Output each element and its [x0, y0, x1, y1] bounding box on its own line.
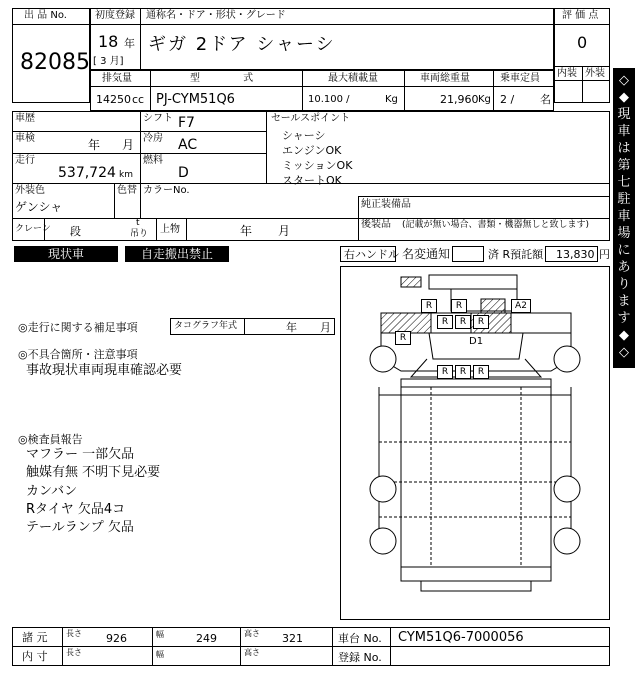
- upper-label: 上物: [160, 224, 180, 235]
- crane-dan: 段: [70, 225, 81, 238]
- damage-mark: R: [395, 331, 411, 345]
- first-reg-month: [ 3 月]: [93, 56, 124, 67]
- name-change: 名変通知: [402, 247, 451, 261]
- inspector-item: 触媒有無 不明下見必要: [26, 465, 161, 480]
- ac-value: AC: [178, 137, 198, 153]
- capacity-unit: 名: [540, 93, 551, 106]
- upper-month-unit: 月: [278, 224, 291, 238]
- score-value: 0: [577, 33, 588, 52]
- damage-mark: R: [455, 365, 471, 379]
- gross-weight-label: 車両総重量: [420, 73, 470, 84]
- recycle-unit: 円: [599, 248, 610, 261]
- shift-label: シフト: [143, 113, 173, 124]
- shaken-year-unit: 年: [88, 138, 101, 152]
- recycle-label: 済 R預託額: [488, 248, 544, 261]
- retrofit-note: (記載が無い場合、書類・機器無しと致します): [402, 220, 590, 230]
- sales-points-label: セールスポイント: [271, 113, 351, 124]
- self-drive-prohibited-badge: 自走搬出禁止: [125, 246, 229, 262]
- inner-width-label: 幅: [156, 650, 164, 659]
- inner-label: 内 寸: [22, 650, 48, 663]
- location-notice-sidebar: ◇ ◆ 現 車 は 第 七 駐 車 場 に あ り ま す ◆ ◇: [613, 68, 635, 368]
- exterior-label: 外装: [585, 68, 605, 79]
- width-label: 幅: [156, 630, 164, 639]
- damage-mark: R: [437, 315, 453, 329]
- dims-label: 諸 元: [22, 631, 48, 644]
- sales-point-item: ミッションOK: [282, 159, 353, 172]
- damage-mark: R: [455, 315, 471, 329]
- damage-mark: D1: [469, 336, 484, 347]
- model-code-value: PJ-CYM51Q6: [156, 92, 235, 107]
- crane-label: クレーン: [15, 224, 51, 234]
- first-reg-year: 18: [98, 32, 119, 51]
- color-code-label: 色替: [117, 185, 137, 196]
- displacement-label: 排気量: [102, 73, 132, 84]
- genuine-label: 純正装備品: [361, 199, 411, 210]
- fuel-value: D: [178, 165, 189, 181]
- damage-mark: A2: [511, 299, 531, 313]
- gross-weight-unit: Kg: [478, 94, 491, 105]
- max-load-unit: Kg: [385, 94, 398, 105]
- supplement-label: ◎走行に関する補足事項: [18, 321, 138, 334]
- interior-label: 内装: [557, 68, 577, 79]
- max-load-label: 最大積載量: [328, 73, 378, 84]
- chassis-no: CYM51Q6-7000056: [398, 630, 524, 645]
- ext-color-label: 外装色: [15, 185, 45, 196]
- inspector-item: テールランプ 欠品: [26, 520, 134, 535]
- shaken-label: 車検: [15, 133, 35, 144]
- retrofit-label: 後装品: [361, 219, 391, 230]
- displacement-value: 14250: [96, 93, 131, 106]
- inspector-item: Rタイヤ 欠品4コ: [26, 502, 126, 517]
- upper-year-unit: 年: [240, 224, 253, 238]
- defects-text: 事故現状車両現車確認必要: [26, 363, 183, 378]
- length-value: 926: [106, 632, 127, 645]
- gross-weight-value: 21,960: [440, 93, 479, 106]
- crane-t: t: [136, 218, 140, 228]
- width-value: 249: [196, 632, 217, 645]
- tachograph-label: タコグラフ年式: [174, 321, 238, 331]
- reg-label: 登録 No.: [338, 651, 382, 664]
- damage-mark: R: [421, 299, 437, 313]
- first-reg-label: 初度登録: [95, 10, 135, 21]
- mileage-label: 走行: [15, 155, 35, 166]
- model-title-label: 通称名・ドア・形状・グレード: [146, 10, 286, 21]
- inner-height-label: 高さ: [244, 648, 260, 657]
- mileage-unit: km: [119, 170, 133, 180]
- right-handle: 右ハンドル: [344, 248, 399, 261]
- height-value: 321: [282, 632, 303, 645]
- score-label: 評 価 点: [562, 10, 599, 21]
- fuel-label: 燃料: [143, 155, 163, 166]
- capacity-value: 2 /: [500, 93, 515, 106]
- first-reg-year-unit: 年: [124, 37, 135, 50]
- length-label: 長さ: [66, 629, 82, 638]
- inspector-item: マフラー 一部欠品: [26, 447, 135, 462]
- damage-mark: R: [473, 365, 489, 379]
- crane-tsuri: 吊り: [130, 229, 149, 239]
- model-title: ギガ 2ドア シャーシ: [148, 34, 336, 55]
- model-code-label: 型 式: [190, 73, 274, 84]
- lot-number: 82085: [20, 50, 90, 75]
- recycle-amount: 13,830: [556, 248, 595, 261]
- damage-mark: R: [451, 299, 467, 313]
- current-vehicle-badge: 現状車: [14, 246, 118, 262]
- damage-mark: R: [473, 315, 489, 329]
- vehicle-diagram: [340, 266, 610, 620]
- displacement-unit: cc: [132, 93, 145, 106]
- color-no-label: カラーNo.: [143, 185, 190, 196]
- capacity-label: 乗車定員: [500, 73, 540, 84]
- name-change-check: [452, 246, 484, 262]
- inspector-label: ◎検査員報告: [18, 433, 83, 446]
- sales-point-item: シャーシ: [282, 129, 326, 142]
- lot-label: 出 品 No.: [24, 10, 67, 21]
- inner-length-label: 長さ: [66, 648, 82, 657]
- shaken-month-unit: 月: [122, 138, 135, 152]
- sales-point-item: エンジンOK: [282, 144, 342, 157]
- inspector-item: カンバン: [26, 484, 78, 499]
- defects-label: ◎不具合箇所・注意事項: [18, 348, 138, 361]
- chassis-label: 車台 No.: [338, 632, 382, 645]
- mileage-value: 537,724: [58, 165, 116, 181]
- max-load-value: 10.100 /: [308, 94, 350, 105]
- ext-color-value: ゲンシャ: [15, 200, 63, 214]
- tachograph-month-unit: 月: [320, 321, 331, 334]
- tachograph-year-unit: 年: [286, 321, 297, 334]
- height-label: 高さ: [244, 629, 260, 638]
- ac-label: 冷房: [143, 133, 163, 144]
- damage-mark: R: [437, 365, 453, 379]
- sales-point-item: スタートOK: [282, 174, 342, 187]
- shift-value: F7: [178, 115, 195, 131]
- history-label: 車歴: [15, 113, 35, 124]
